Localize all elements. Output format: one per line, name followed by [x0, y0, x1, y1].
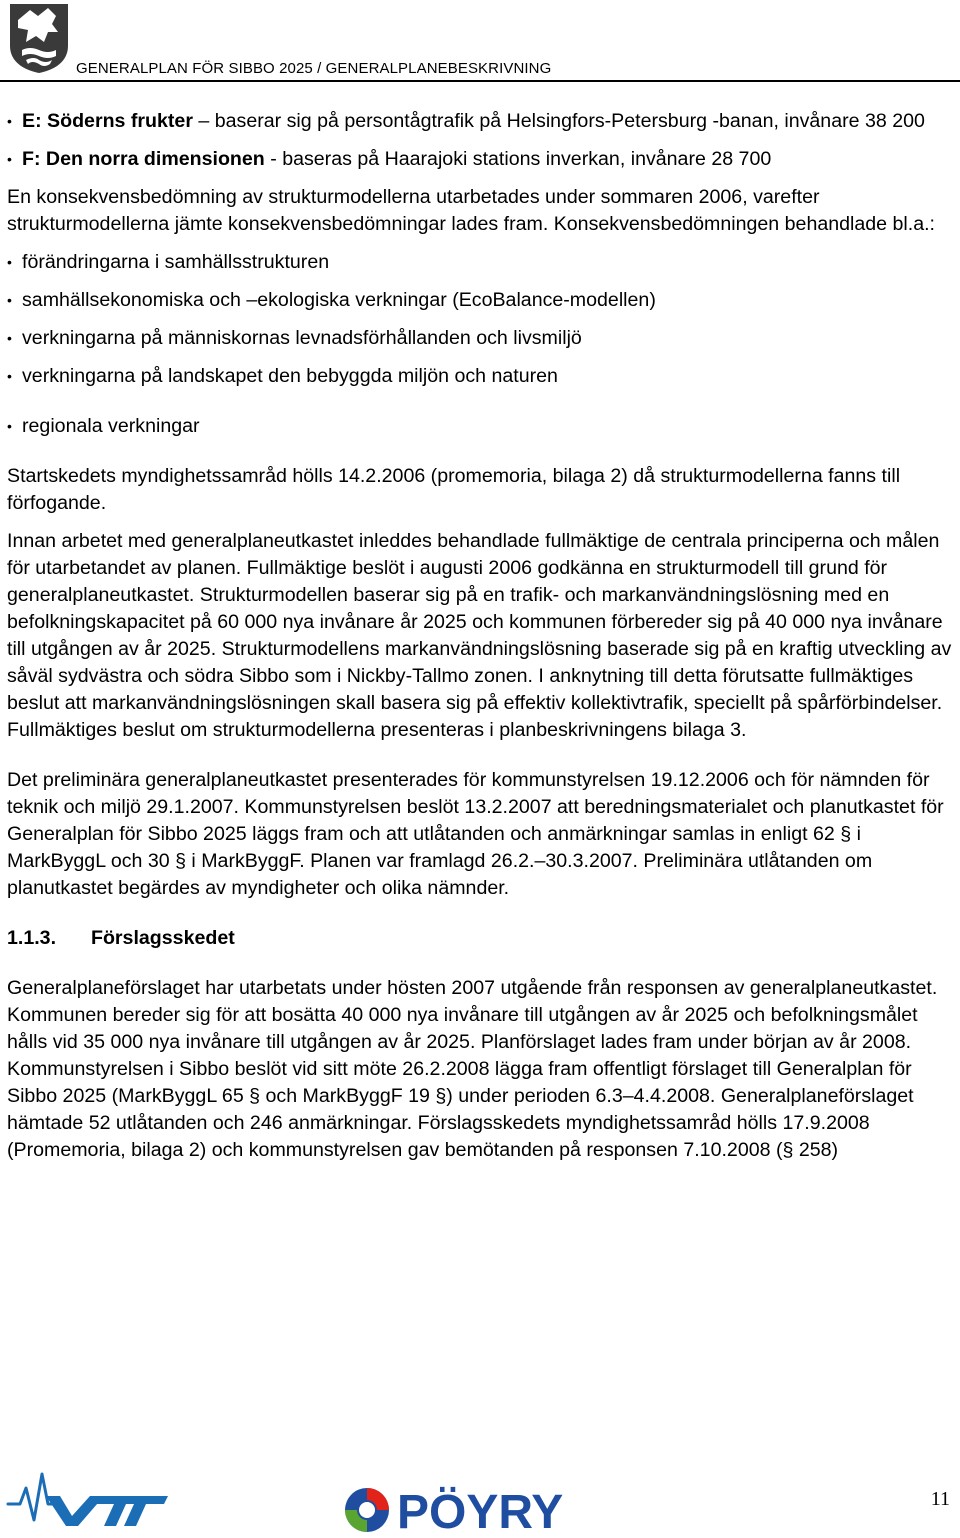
page-content [7, 108, 955, 1164]
bullet-icon: • [7, 151, 12, 167]
page-number: 11 [930, 1488, 950, 1510]
list-item [7, 249, 955, 276]
bullet-icon: • [7, 254, 12, 270]
model-f-description: - baseras på Haarajoki stations inverkan, invånare 28 700 [264, 148, 772, 170]
section-number: 1.1.3. [7, 927, 57, 949]
list-item-text: regionala verkningar [22, 415, 200, 437]
paragraph-preliminary-draft: Det preliminära generalplaneutkastet presenterades för kommunstyrelsen 19.12.2006 och för nämnden för teknik och miljö 29.1.2007. Kommunstyrelsen beslöt 13.2.2007 att beredningsmaterialet och planutkastet för Generalplan för Sibbo 2025 läggs fram och att utlåtanden och anmärkningar samlas in enligt 62 § i MarkByggL och 30 § i MarkByggF. Planen var framlagd 26.2.–30.3.2007. Preliminära utlåtanden om planutkastet begärdes av myndigheter och olika nämnder. [7, 769, 944, 899]
poyry-logo-text: PÖYRY [397, 1486, 564, 1536]
list-item [7, 363, 955, 390]
bullet-icon: • [7, 113, 12, 129]
poyry-logo [343, 1480, 603, 1536]
list-item [7, 413, 955, 440]
bullet-icon: • [7, 368, 12, 384]
model-f-name: F: Den norra dimensionen [22, 148, 265, 170]
bullet-icon: • [7, 330, 12, 346]
sibbo-coat-of-arms-icon [8, 2, 70, 74]
bullet-icon: • [7, 418, 12, 434]
list-item [7, 325, 955, 352]
list-item-text: verkningarna på landskapet den bebyggda miljön och naturen [22, 365, 558, 387]
paragraph-structure-model: Innan arbetet med generalplaneutkastet inleddes behandlade fullmäktige de centrala principerna och målen för utarbetandet av planen. Fullmäktige beslöt i augusti 2006 godkänna en strukturmodell till grund för generalplaneutkastet. Strukturmodellen baserar sig på en trafik- och markanvändningslösning med en befolkningskapacitet på 60 000 nya invånare år 2025 och kommunen förbereder sig på 40 000 nya invånare till utgången av år 2025. Strukturmodellens markanvändningslösning baserade sig på en kraftig utveckling av såväl sydvästra och södra Sibbo som i Nickby-Tallmo zonen. I anknytning till detta förutsatte fullmäktiges beslut att markanvändningslösningen skall basera sig på effektiv kollektivtrafik, speciellt på spårförbindelser. Fullmäktiges beslut om strukturmodellerna presenteras i planbeskrivningens bilaga 3. [7, 530, 952, 741]
vtt-logo [6, 1466, 171, 1528]
list-item [7, 146, 955, 173]
paragraph-consequence-assessment: En konsekvensbedömning av strukturmodellerna utarbetades under sommaren 2006, varefter strukturmodellerna jämte konsekvensbedömningar lades fram. Konsekvensbedömningen behandlade bl.a.: [7, 186, 935, 235]
page-header [0, 0, 960, 82]
page-footer [0, 1460, 960, 1538]
paragraph-proposal-stage: Generalplaneförslaget har utarbetats under hösten 2007 utgående från responsen av generalplaneutkastet. Kommunen bereder sig för att bosätta 40 000 nya invånare till utgången av år 2025 och befolkningsmålet hålls vid 35 000 nya invånare till utgången av år 2025. Planförslaget lades fram under början av år 2008. Kommunstyrelsen i Sibbo beslöt vid sitt möte 26.2.2008 lägga fram offentligt förslaget till Generalplan för Sibbo 2025 (MarkByggL 65 § och MarkByggF 19 §) under perioden 6.3–4.4.2008. Generalplaneförslaget hämtade 52 utlåtanden och 246 anmärkningar. Förslagsskedets myndighetssamråd hölls 17.9.2008 (Promemoria, bilaga 2) och kommunstyrelsen gav bemötanden på responsen 7.10.2008 (§ 258) [7, 977, 938, 1161]
section-title: Förslagsskedet [91, 927, 235, 949]
document-header-title: GENERALPLAN FÖR SIBBO 2025 / GENERALPLANEBESKRIVNING [76, 60, 552, 77]
list-item-text: verkningarna på människornas levnadsförhållanden och livsmiljö [22, 327, 582, 349]
list-item [7, 287, 955, 314]
section-heading [7, 925, 955, 952]
model-e-description: – baserar sig på persontågtrafik på Helsingfors-Petersburg -banan, invånare 38 200 [192, 110, 925, 132]
list-item [7, 108, 955, 135]
header-divider [0, 80, 960, 82]
list-item-text: förändringarna i samhällsstrukturen [22, 251, 330, 273]
model-e-name: E: Söderns frukter [22, 110, 193, 132]
paragraph-startskede: Startskedets myndighetssamråd hölls 14.2.2006 (promemoria, bilaga 2) då strukturmodellerna fanns till förfogande. [7, 465, 901, 514]
bullet-icon: • [7, 292, 12, 308]
list-item-text: samhällsekonomiska och –ekologiska verkningar (EcoBalance-modellen) [22, 289, 656, 311]
